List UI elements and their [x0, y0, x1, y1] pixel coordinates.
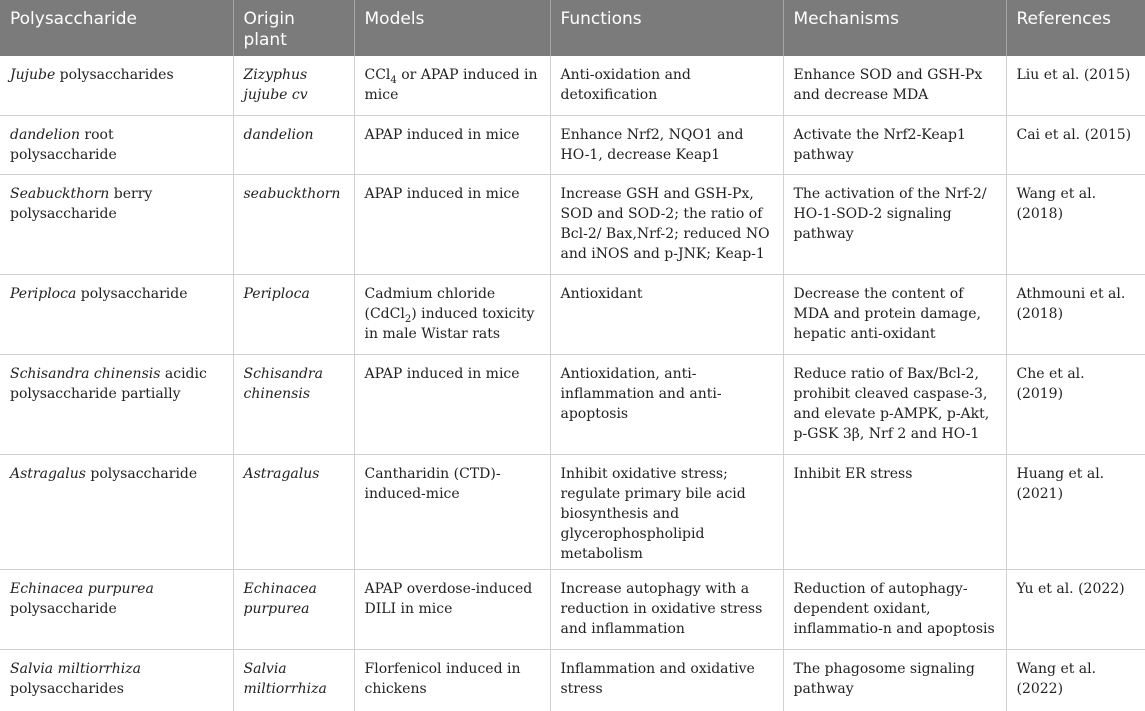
model-text-a: Cadmium chloride (CdCl	[364, 285, 496, 322]
cell-polysaccharide	[0, 115, 233, 174]
table-row	[0, 56, 1145, 115]
cell-model: APAP induced in mice	[354, 115, 550, 174]
cell-origin	[233, 649, 354, 711]
cell-functions: Anti-oxidation and detoxification	[550, 56, 783, 115]
poly-italic: Salvia miltiorrhiza	[10, 660, 141, 677]
cell-reference: Che et al. (2019)	[1006, 354, 1145, 454]
origin-text: Schisandra chinensis	[243, 365, 323, 402]
poly-rest: berry polysaccharide	[10, 185, 153, 222]
cell-model: APAP induced in mice	[354, 354, 550, 454]
origin-text: Salvia miltiorrhiza	[243, 660, 327, 697]
cell-model: Florfenicol induced in chickens	[354, 649, 550, 711]
header-mechanisms: Mechanisms	[783, 0, 1006, 56]
table-row	[0, 649, 1145, 711]
cell-polysaccharide	[0, 354, 233, 454]
cell-mechanisms: Enhance SOD and GSH-Px and decrease MDA	[783, 56, 1006, 115]
model-subscript: 2	[404, 313, 412, 325]
header-row	[0, 0, 1145, 56]
cell-polysaccharide	[0, 174, 233, 274]
cell-polysaccharide	[0, 649, 233, 711]
model-text-a: CCl	[364, 67, 391, 83]
poly-italic: Jujube	[10, 67, 56, 83]
cell-mechanisms: Reduce ratio of Bax/Bcl-2, prohibit cleaved caspase-3, and elevate p-AMPK, p-Akt, p-GSK 3β, Nrf 2 and HO-1	[783, 354, 1006, 454]
table-header	[0, 0, 1145, 56]
poly-italic: Astragalus	[10, 465, 86, 482]
origin-text: dandelion	[243, 126, 314, 143]
table-row	[0, 115, 1145, 174]
origin-text: Echinacea purpurea	[243, 580, 317, 617]
header-references: References	[1006, 0, 1145, 56]
cell-origin	[233, 354, 354, 454]
poly-rest: root polysaccharide	[10, 126, 117, 163]
cell-polysaccharide	[0, 274, 233, 354]
cell-origin	[233, 454, 354, 569]
header-origin-plant: Origin plant	[233, 0, 354, 56]
cell-mechanisms: Decrease the content of MDA and protein damage, hepatic anti-oxidant	[783, 274, 1006, 354]
cell-polysaccharide	[0, 56, 233, 115]
poly-rest: acidic polysaccharide partially	[10, 365, 207, 402]
cell-functions: Increase GSH and GSH-Px, SOD and SOD-2; the ratio of Bcl-2/ Bax,Nrf-2; reduced NO and iNOS and p-JNK; Keap-1	[550, 174, 783, 274]
table-row	[0, 569, 1145, 649]
cell-reference: Athmouni et al. (2018)	[1006, 274, 1145, 354]
header-functions: Functions	[550, 0, 783, 56]
origin-text: Periploca	[243, 285, 310, 302]
table-row	[0, 354, 1145, 454]
poly-rest: polysaccharide	[76, 285, 188, 302]
cell-mechanisms: The phagosome signaling pathway	[783, 649, 1006, 711]
cell-reference: Yu et al. (2022)	[1006, 569, 1145, 649]
poly-italic: Seabuckthorn	[10, 185, 110, 202]
cell-functions: Inhibit oxidative stress; regulate primary bile acid biosynthesis and glycerophospholipid metabolism	[550, 454, 783, 569]
poly-rest: polysaccharides	[10, 680, 124, 697]
cell-functions: Antioxidant	[550, 274, 783, 354]
cell-functions: Inflammation and oxidative stress	[550, 649, 783, 711]
origin-text: Zizyphus jujube cv	[243, 67, 308, 103]
header-models: Models	[354, 0, 550, 56]
cell-model	[354, 274, 550, 354]
cell-origin	[233, 56, 354, 115]
table-row	[0, 174, 1145, 274]
cell-mechanisms: Reduction of autophagy-dependent oxidant, inflammatio-n and apoptosis	[783, 569, 1006, 649]
cell-model	[354, 56, 550, 115]
model-text-b: ) induced toxicity in male Wistar rats	[364, 305, 535, 342]
cell-reference: Huang et al. (2021)	[1006, 454, 1145, 569]
poly-italic: Echinacea purpurea	[10, 580, 154, 597]
cell-model: APAP overdose-induced DILI in mice	[354, 569, 550, 649]
cell-polysaccharide	[0, 454, 233, 569]
origin-text: seabuckthorn	[243, 185, 341, 202]
cell-origin	[233, 115, 354, 174]
cell-origin	[233, 274, 354, 354]
cell-polysaccharide	[0, 569, 233, 649]
table-row	[0, 274, 1145, 354]
cell-reference: Liu et al. (2015)	[1006, 56, 1145, 115]
table-row	[0, 454, 1145, 569]
header-polysaccharide: Polysaccharide	[0, 0, 233, 56]
model-text-b: or APAP induced in mice	[364, 67, 538, 103]
cell-model: Cantharidin (CTD)-induced-mice	[354, 454, 550, 569]
cell-reference: Wang et al. (2018)	[1006, 174, 1145, 274]
cell-functions: Antioxidation, anti-inflammation and anti-apoptosis	[550, 354, 783, 454]
cell-mechanisms: Inhibit ER stress	[783, 454, 1006, 569]
cell-origin	[233, 569, 354, 649]
cell-origin	[233, 174, 354, 274]
poly-rest: polysaccharide	[85, 465, 198, 482]
table-body	[0, 56, 1145, 711]
model-subscript: 4	[390, 74, 397, 86]
cell-reference: Cai et al. (2015)	[1006, 115, 1145, 174]
cell-functions: Enhance Nrf2, NQO1 and HO-1, decrease Keap1	[550, 115, 783, 174]
cell-mechanisms: The activation of the Nrf-2/ HO-1-SOD-2 signaling pathway	[783, 174, 1006, 274]
cell-reference: Wang et al. (2022)	[1016, 660, 1097, 697]
poly-italic: Periploca	[10, 285, 77, 302]
poly-italic: Schisandra chinensis	[10, 365, 161, 382]
cell-mechanisms: Activate the Nrf2-Keap1 pathway	[783, 115, 1006, 174]
poly-italic: dandelion	[10, 126, 80, 143]
cell-model: APAP induced in mice	[354, 174, 550, 274]
origin-text: Astragalus	[243, 465, 320, 482]
poly-rest: polysaccharides	[55, 67, 174, 83]
poly-rest: polysaccharide	[10, 600, 117, 617]
cell-functions: Increase autophagy with a reduction in oxidative stress and inflammation	[550, 569, 783, 649]
